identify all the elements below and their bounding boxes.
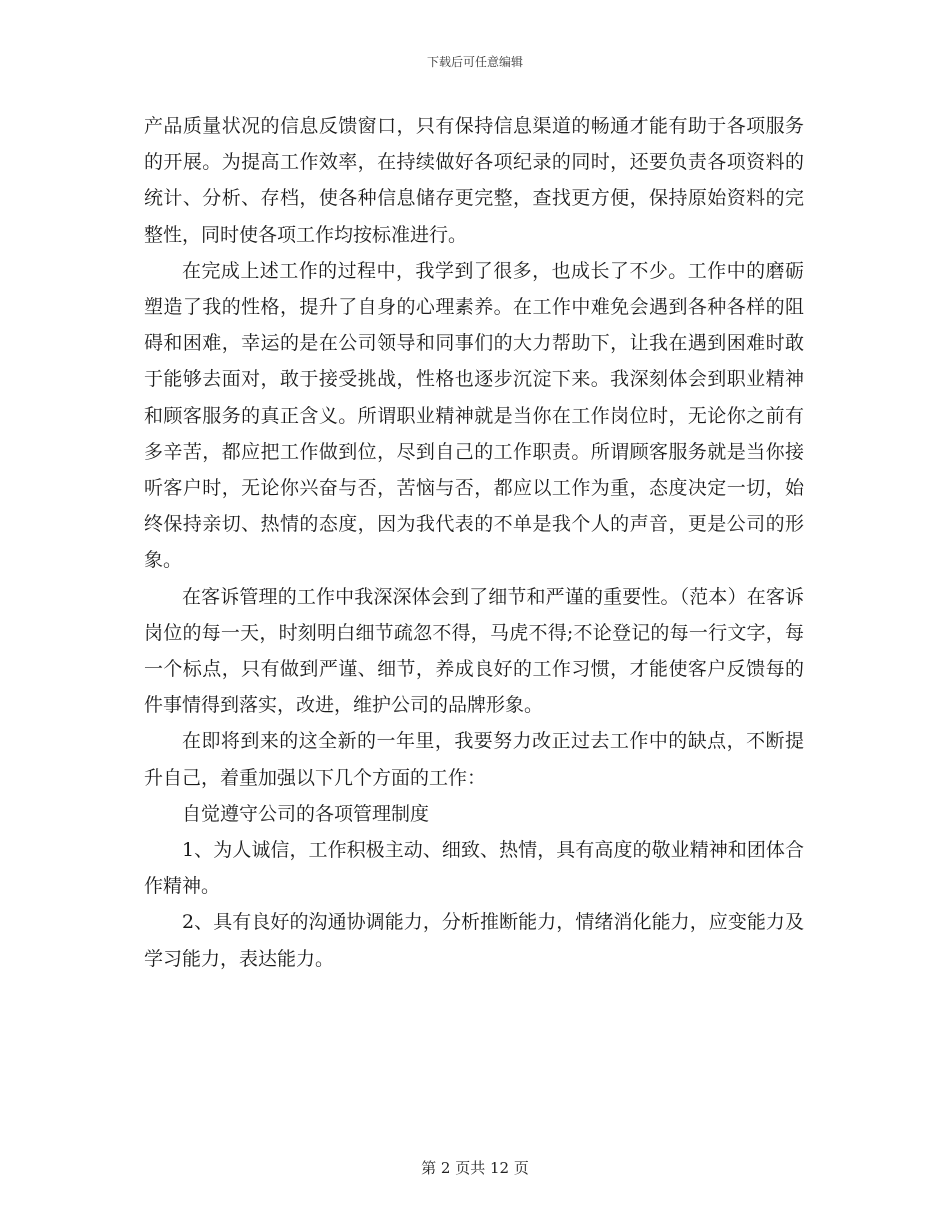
paragraph-2: 在完成上述工作的过程中，我学到了很多，也成长了不少。工作中的磨砺塑造了我的性格，提升了自身的心理素养。在工作中难免会遇到各种各样的阻碍和困难，幸运的是在公司领导和同事们的大力帮助下，让我在遇到困难时敢于能够去面对，敢于接受挑战，性格也逐步沉淀下来。我深刻体会到职业精神和顾客服务的真正含义。所谓职业精神就是当你在工作岗位时，无论你之前有多辛苦，都应把工作做到位，尽到自己的工作职责。所谓顾客服务就是当你接听客户时，无论你兴奋与否，苦恼与否，都应以工作为重，态度决定一切，始终保持亲切、热情的态度，因为我代表的不单是我个人的声音，更是公司的形象。	[144, 259, 804, 572]
section-heading: 自觉遵守公司的各项管理制度	[182, 802, 430, 825]
page-number-footer: 第 2 页共 12 页	[421, 1159, 529, 1177]
paragraph-4: 在即将到来的这全新的一年里，我要努力改正过去工作中的缺点，不断提升自己，着重加强以下几个方面的工作：	[144, 730, 804, 789]
document-body	[144, 108, 804, 977]
list-item-1: 1、为人诚信，工作积极主动、细致、热情，具有高度的敬业精神和团体合作精神。	[144, 839, 804, 898]
page-header-note: 下载后可任意编辑	[426, 55, 523, 69]
paragraph-3: 在客诉管理的工作中我深深体会到了细节和严谨的重要性。（范本）在客诉岗位的每一天，时刻明白细节疏忽不得，马虎不得;不论登记的每一行文字，每一个标点，只有做到严谨、细节，养成良好的工作习惯，才能使客户反馈每的件事情得到落实，改进，维护公司的品牌形象。	[144, 585, 804, 717]
paragraph-1: 产品质量状况的信息反馈窗口，只有保持信息渠道的畅通才能有助于各项服务的开展。为提高工作效率，在持续做好各项纪录的同时，还要负责各项资料的统计、分析、存档，使各种信息储存更完整，查找更方便，保持原始资料的完整性，同时使各项工作均按标准进行。	[144, 115, 804, 246]
list-item-2: 2、具有良好的沟通协调能力，分析推断能力，情绪消化能力，应变能力及学习能力，表达能力。	[144, 911, 804, 970]
